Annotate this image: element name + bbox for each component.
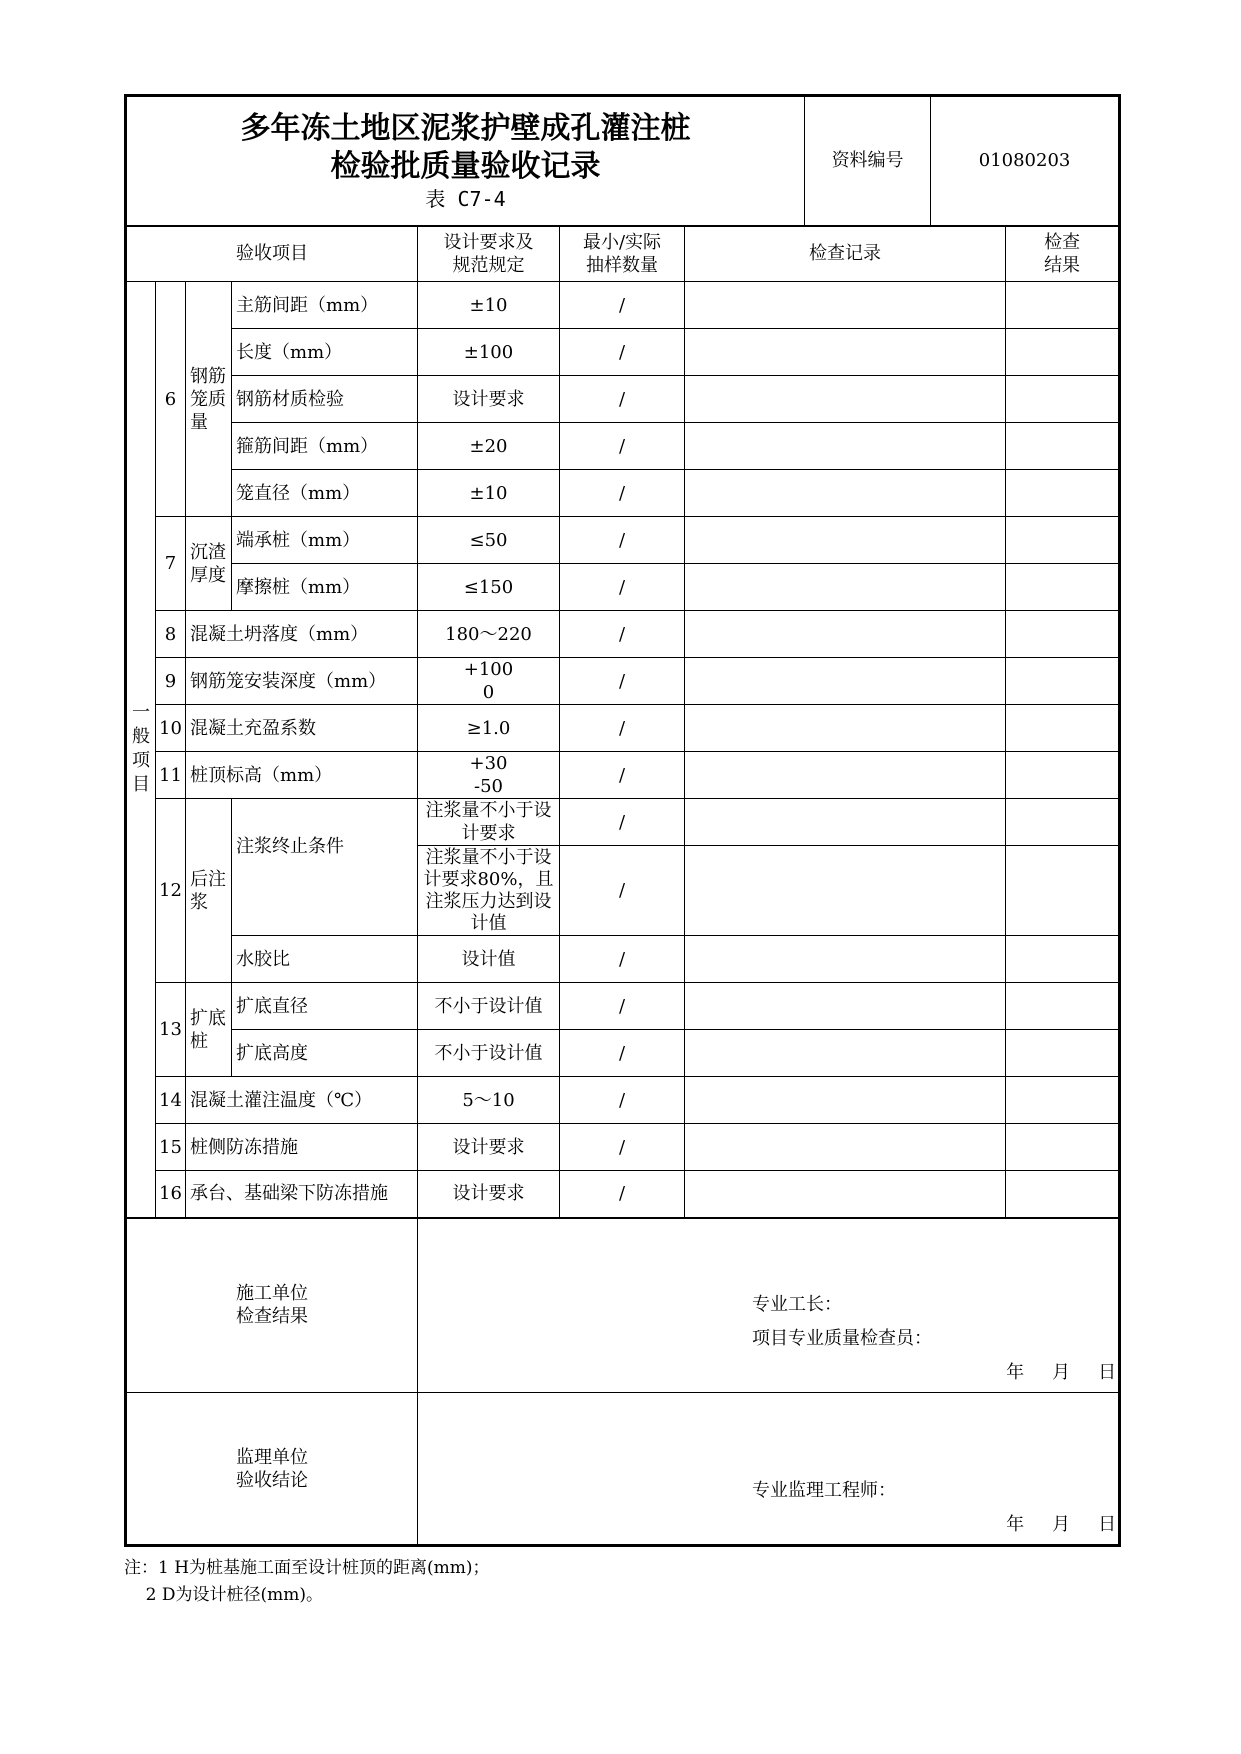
sample-value: / — [560, 1077, 685, 1124]
sample-value: / — [560, 1030, 685, 1077]
record-cell[interactable] — [685, 1030, 1006, 1077]
engineer-label: 专业监理工程师： — [752, 1480, 896, 1501]
table-row — [126, 470, 1120, 517]
group-name: 后注 浆 — [186, 799, 232, 983]
table-row — [126, 752, 1120, 799]
sample-value: / — [560, 983, 685, 1030]
item-name: 混凝土充盈系数 — [186, 705, 418, 752]
result-cell[interactable] — [1006, 564, 1120, 611]
sample-value: / — [560, 799, 685, 846]
result-cell[interactable] — [1006, 517, 1120, 564]
item-no: 14 — [156, 1077, 186, 1124]
item-name: 扩底直径 — [232, 983, 418, 1030]
group-no: 7 — [156, 517, 186, 611]
design-value: 设计要求 — [418, 376, 560, 423]
record-cell[interactable] — [685, 329, 1006, 376]
item-name: 端承桩（mm） — [232, 517, 418, 564]
design-value: ±10 — [418, 470, 560, 517]
item-no: 8 — [156, 611, 186, 658]
record-cell[interactable] — [685, 658, 1006, 705]
col-result: 检查 结果 — [1006, 226, 1120, 282]
sample-value: / — [560, 423, 685, 470]
sample-value: / — [560, 564, 685, 611]
result-cell[interactable] — [1006, 376, 1120, 423]
title-line1: 多年冻土地区泥浆护壁成孔灌注桩 — [240, 110, 691, 146]
sample-value: / — [560, 329, 685, 376]
sample-value: / — [560, 936, 685, 983]
item-name: 承台、基础梁下防冻措施 — [186, 1171, 418, 1218]
record-cell[interactable] — [685, 517, 1006, 564]
table-row — [126, 423, 1120, 470]
result-cell[interactable] — [1006, 799, 1120, 846]
item-name: 钢筋材质检验 — [232, 376, 418, 423]
result-cell[interactable] — [1006, 329, 1120, 376]
group-name: 钢筋 笼质 量 — [186, 282, 232, 517]
result-cell[interactable] — [1006, 705, 1120, 752]
item-name: 混凝土灌注温度（℃） — [186, 1077, 418, 1124]
table-row — [126, 611, 1120, 658]
design-value: 设计要求 — [418, 1171, 560, 1218]
item-name: 箍筋间距（mm） — [232, 423, 418, 470]
result-cell[interactable] — [1006, 423, 1120, 470]
design-value: +100 0 — [418, 658, 560, 705]
record-cell[interactable] — [685, 423, 1006, 470]
record-cell[interactable] — [685, 1171, 1006, 1218]
record-cell[interactable] — [685, 564, 1006, 611]
sample-value: / — [560, 517, 685, 564]
section-general-items: 一 般 项 目 — [126, 282, 156, 1218]
item-name: 水胶比 — [232, 936, 418, 983]
result-cell[interactable] — [1006, 936, 1120, 983]
table-row — [126, 282, 1120, 329]
footnote-1: 注：1 H为桩基施工面至设计桩顶的距离(mm)； — [124, 1558, 490, 1578]
sample-value: / — [560, 658, 685, 705]
table-row — [126, 705, 1120, 752]
item-name: 桩顶标高（mm） — [186, 752, 418, 799]
item-name: 长度（mm） — [232, 329, 418, 376]
col-record: 检查记录 — [685, 226, 1006, 282]
item-name: 注浆终止条件 — [232, 799, 418, 936]
record-cell[interactable] — [685, 1077, 1006, 1124]
form-table — [124, 94, 1121, 1547]
supervision-sign-area[interactable] — [418, 1393, 1120, 1546]
result-cell[interactable] — [1006, 1171, 1120, 1218]
sample-value: / — [560, 376, 685, 423]
item-no: 10 — [156, 705, 186, 752]
item-name: 摩擦桩（mm） — [232, 564, 418, 611]
design-value: ≤50 — [418, 517, 560, 564]
record-cell[interactable] — [685, 611, 1006, 658]
table-row — [126, 983, 1120, 1030]
result-cell[interactable] — [1006, 846, 1120, 936]
group-name: 扩底 桩 — [186, 983, 232, 1077]
result-cell[interactable] — [1006, 983, 1120, 1030]
sample-value: / — [560, 752, 685, 799]
group-no: 13 — [156, 983, 186, 1077]
construction-section — [126, 1218, 1120, 1393]
design-value: 180～220 — [418, 611, 560, 658]
record-cell[interactable] — [685, 846, 1006, 936]
record-cell[interactable] — [685, 752, 1006, 799]
design-value: ±20 — [418, 423, 560, 470]
sample-value: / — [560, 846, 685, 936]
result-cell[interactable] — [1006, 470, 1120, 517]
supervision-section — [126, 1393, 1120, 1546]
group-no: 6 — [156, 282, 186, 517]
doc-no-label: 资料编号 — [805, 96, 931, 226]
table-row — [126, 658, 1120, 705]
result-cell[interactable] — [1006, 658, 1120, 705]
item-name: 扩底高度 — [232, 1030, 418, 1077]
design-value: 不小于设计值 — [418, 983, 560, 1030]
sample-value: / — [560, 705, 685, 752]
item-name: 桩侧防冻措施 — [186, 1124, 418, 1171]
record-cell[interactable] — [685, 705, 1006, 752]
item-name: 主筋间距（mm） — [232, 282, 418, 329]
table-row — [126, 1077, 1120, 1124]
doc-no-value: 01080203 — [931, 96, 1120, 226]
design-value: 5～10 — [418, 1077, 560, 1124]
item-name: 笼直径（mm） — [232, 470, 418, 517]
item-name: 混凝土坍落度（mm） — [186, 611, 418, 658]
inspector-label: 项目专业质量检查员： — [752, 1327, 932, 1349]
design-value: +30 -50 — [418, 752, 560, 799]
item-no: 11 — [156, 752, 186, 799]
record-cell[interactable] — [685, 470, 1006, 517]
item-name: 钢筋笼安装深度（mm） — [186, 658, 418, 705]
foreman-label: 专业工长： — [752, 1293, 842, 1315]
design-value: ±100 — [418, 329, 560, 376]
record-cell[interactable] — [685, 1124, 1006, 1171]
table-number: 表 C7-4 — [425, 186, 506, 211]
design-value: 设计值 — [418, 936, 560, 983]
result-cell[interactable] — [1006, 611, 1120, 658]
table-row — [126, 517, 1120, 564]
result-cell[interactable] — [1006, 1077, 1120, 1124]
design-value: ±10 — [418, 282, 560, 329]
item-no: 16 — [156, 1171, 186, 1218]
footnotes — [124, 1555, 490, 1609]
table-row — [126, 564, 1120, 611]
construction-sign-area[interactable] — [418, 1218, 1120, 1393]
supervision-date: 年 月 日 — [1006, 1514, 1117, 1535]
design-value: ≥1.0 — [418, 705, 560, 752]
result-cell[interactable] — [1006, 1030, 1120, 1077]
design-value: 不小于设计值 — [418, 1030, 560, 1077]
record-cell[interactable] — [685, 799, 1006, 846]
group-name: 沉渣 厚度 — [186, 517, 232, 611]
result-cell[interactable] — [1006, 752, 1120, 799]
construction-date: 年 月 日 — [1006, 1361, 1117, 1383]
table-row — [126, 936, 1120, 983]
record-cell[interactable] — [685, 282, 1006, 329]
item-no: 9 — [156, 658, 186, 705]
record-cell[interactable] — [685, 936, 1006, 983]
col-design: 设计要求及 规范规定 — [418, 226, 560, 282]
sample-value: / — [560, 282, 685, 329]
design-value: 设计要求 — [418, 1124, 560, 1171]
sample-value: / — [560, 1124, 685, 1171]
col-item: 验收项目 — [126, 226, 418, 282]
table-row — [126, 329, 1120, 376]
record-cell[interactable] — [685, 983, 1006, 1030]
result-cell[interactable] — [1006, 1124, 1120, 1171]
result-cell[interactable] — [1006, 282, 1120, 329]
group-no: 12 — [156, 799, 186, 983]
table-row — [126, 1171, 1120, 1218]
sample-value: / — [560, 611, 685, 658]
design-value: ≤150 — [418, 564, 560, 611]
construction-label: 施工单位 检查结果 — [126, 1218, 418, 1393]
item-no: 15 — [156, 1124, 186, 1171]
design-value: 注浆量不小于设 计要求80%，且 注浆压力达到设 计值 — [418, 846, 560, 936]
title-cell — [126, 96, 805, 226]
record-cell[interactable] — [685, 376, 1006, 423]
sample-value: / — [560, 1171, 685, 1218]
footnote-2: 2 D为设计桩径(mm)。 — [124, 1585, 323, 1605]
sample-value: / — [560, 470, 685, 517]
table-row — [126, 376, 1120, 423]
table-row — [126, 799, 1120, 846]
supervision-label: 监理单位 验收结论 — [126, 1393, 418, 1546]
table-row — [126, 1124, 1120, 1171]
col-sample: 最小/实际 抽样数量 — [560, 226, 685, 282]
inspection-form — [124, 94, 1118, 1547]
table-row — [126, 1030, 1120, 1077]
title-line2: 检验批质量验收记录 — [330, 148, 601, 184]
design-value: 注浆量不小于设 计要求 — [418, 799, 560, 846]
